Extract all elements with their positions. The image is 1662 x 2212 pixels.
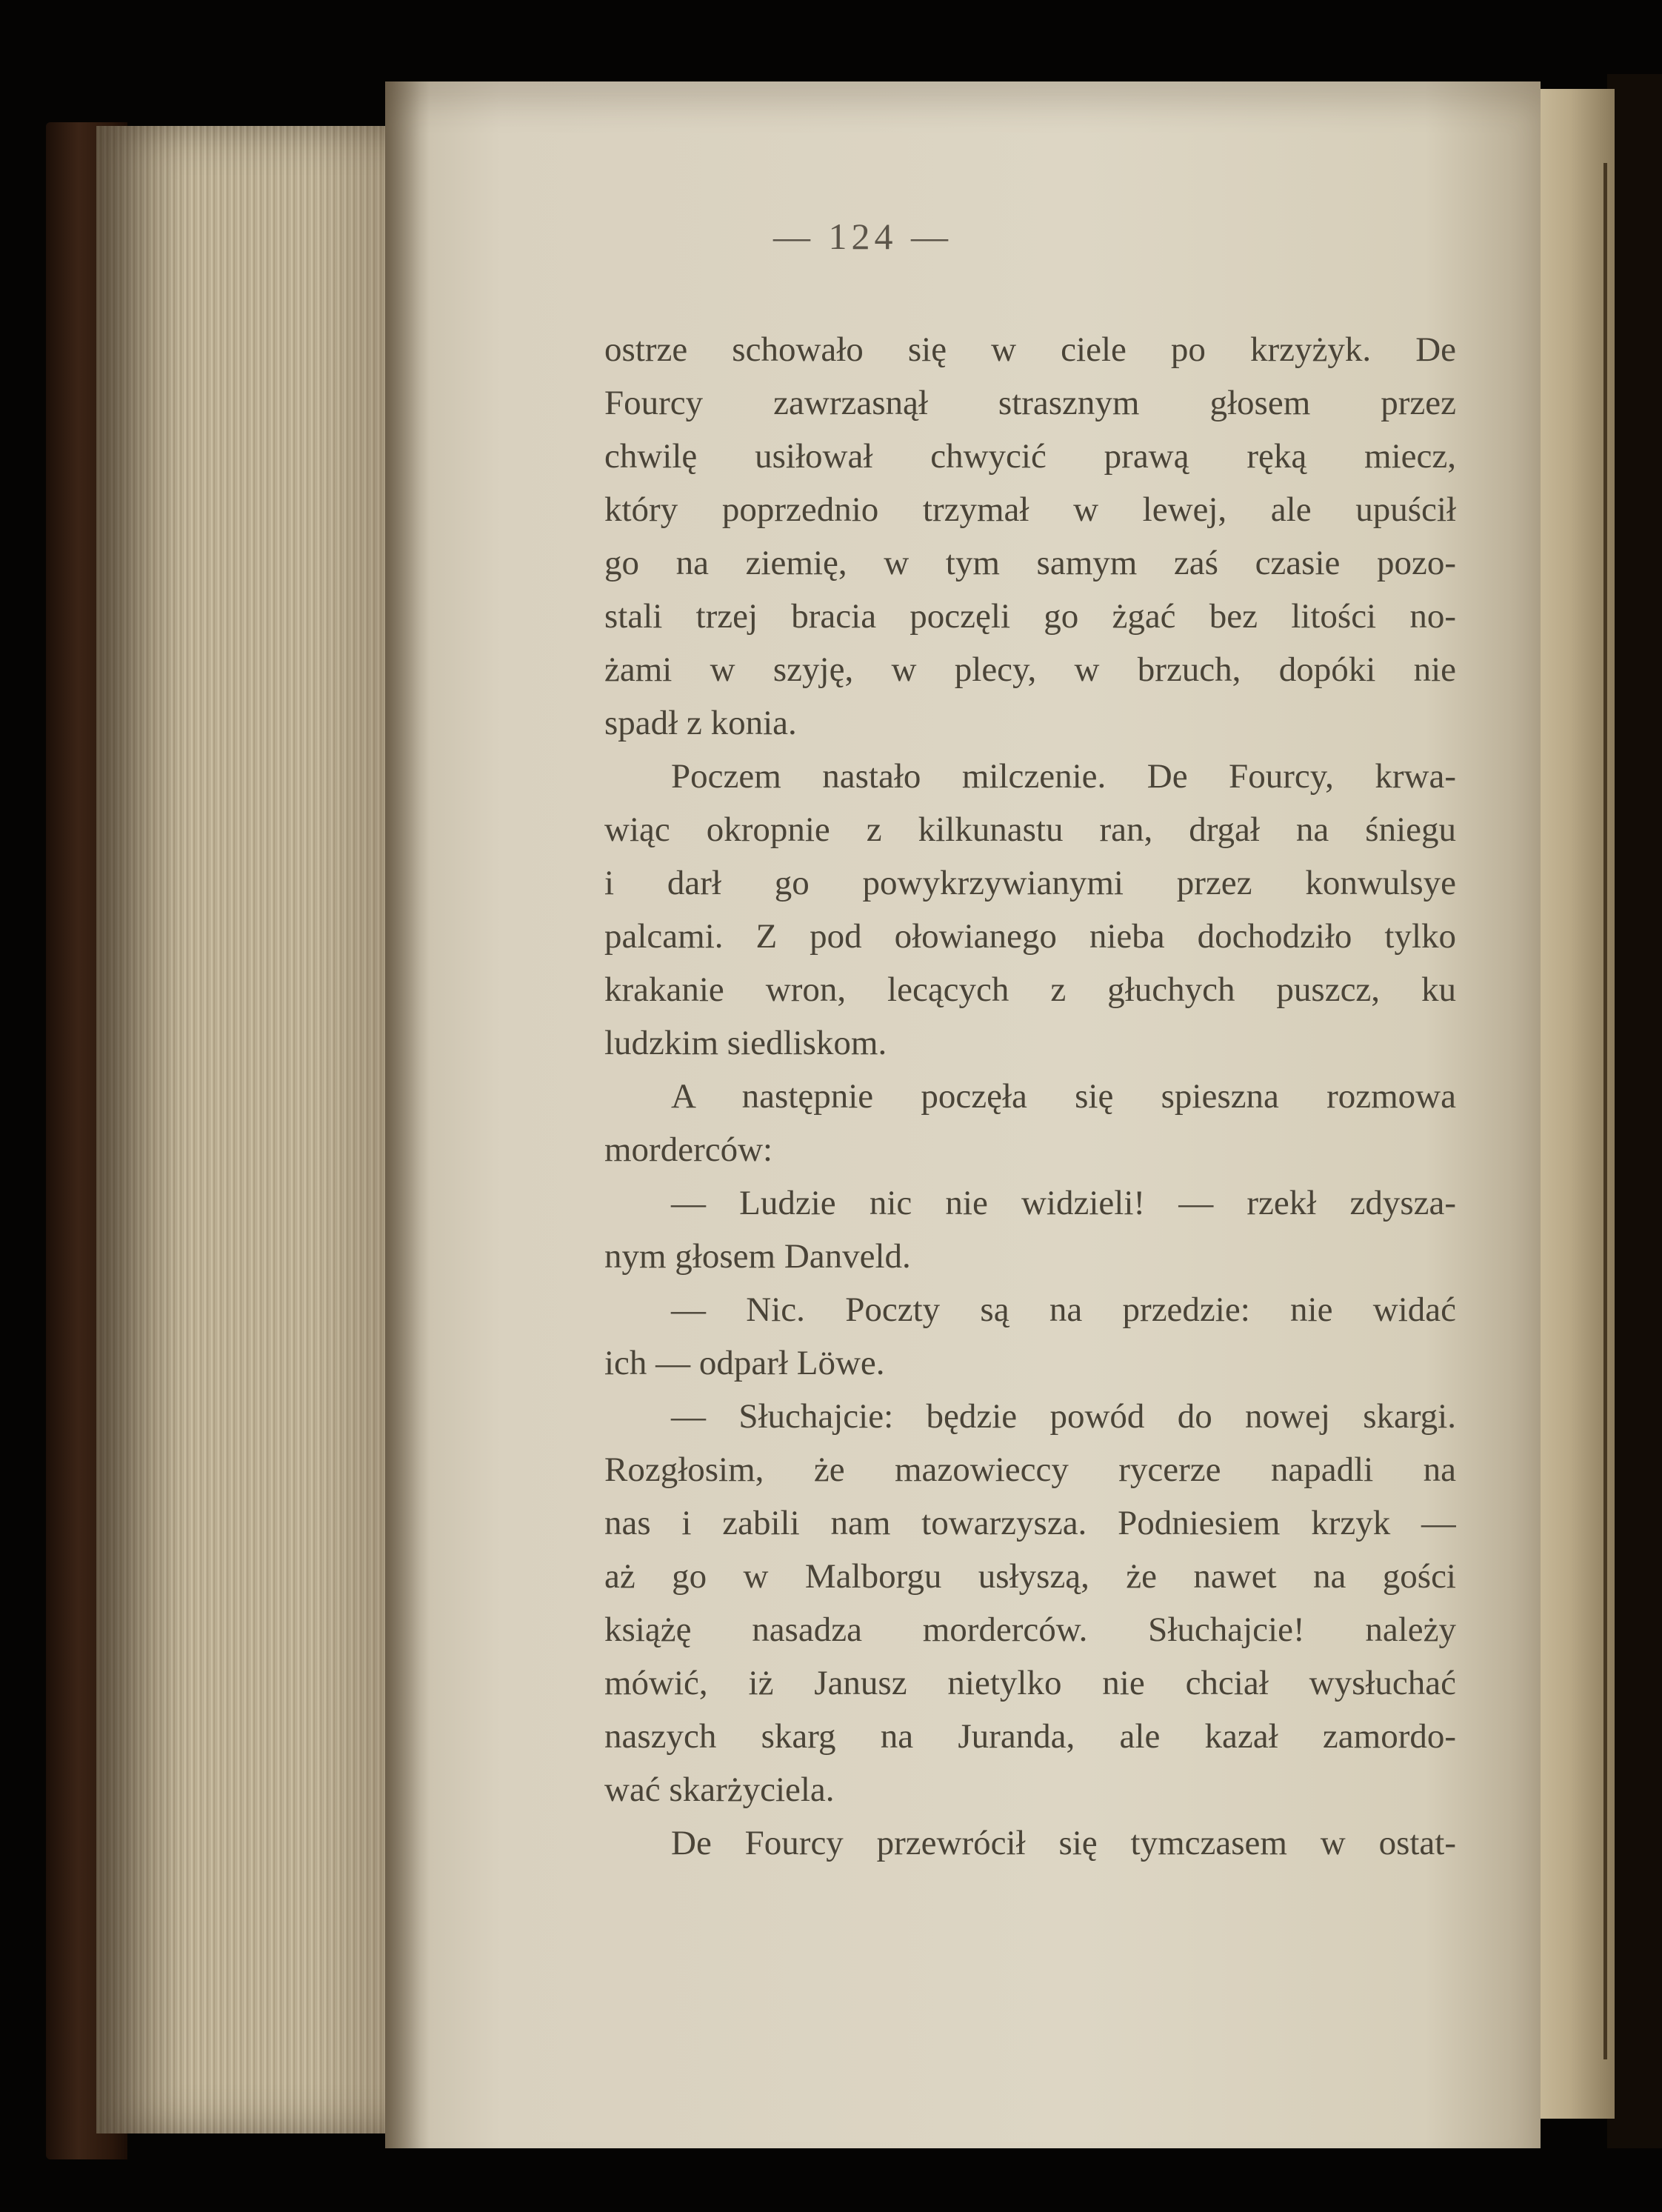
left-page-stack xyxy=(96,126,407,2133)
text-line: wać skarżyciela. xyxy=(604,1770,835,1809)
text-line: nas i zabili nam towarzysza. Podniesiem krzyk — xyxy=(604,1504,1456,1542)
page-text xyxy=(604,323,1456,1870)
text-line: De Fourcy przewrócił się tymczasem w ostat- xyxy=(671,1824,1456,1862)
text-line: — Ludzie nic nie widzieli! — rzekł zdysza- xyxy=(671,1184,1456,1222)
right-background xyxy=(1607,74,1662,2148)
text-line: — Słuchajcie: będzie powód do nowej skargi. xyxy=(671,1397,1456,1436)
text-line: Poczem nastało milczenie. De Fourcy, krwa- xyxy=(671,757,1456,796)
text-line: stali trzej bracia poczęli go żgać bez litości no- xyxy=(604,597,1456,636)
text-line: ostrze schowało się w ciele po krzyżyk. De xyxy=(604,330,1456,369)
text-line: nym głosem Danveld. xyxy=(604,1237,911,1276)
text-line: chwilę usiłował chwycić prawą ręką miecz, xyxy=(604,437,1456,476)
text-line: który poprzednio trzymał w lewej, ale upuścił xyxy=(604,490,1456,529)
text-line: wiąc okropnie z kilkunastu ran, drgał na śniegu xyxy=(604,810,1456,849)
text-line: książę nasadza morderców. Słuchajcie! należy xyxy=(604,1610,1456,1649)
text-line: i darł go powykrzywianymi przez konwulsye xyxy=(604,864,1456,902)
text-line: Rozgłosim, że mazowieccy rycerze napadli na xyxy=(604,1450,1456,1489)
text-line: ich — odparł Löwe. xyxy=(604,1344,885,1382)
text-line: mówić, iż Janusz nietylko nie chciał wysłuchać xyxy=(604,1664,1456,1702)
text-line: go na ziemię, w tym samym zaś czasie pozo- xyxy=(604,544,1456,582)
text-line: ludzkim siedliskom. xyxy=(604,1024,887,1062)
page-number: — 124 — xyxy=(773,216,952,257)
text-line: A następnie poczęła się spieszna rozmowa xyxy=(671,1077,1456,1116)
text-line: naszych skarg na Juranda, ale kazał zamordo- xyxy=(604,1717,1456,1756)
text-line: aż go w Malborgu usłyszą, że nawet na gości xyxy=(604,1557,1456,1596)
text-line: krakanie wron, lecących z głuchych puszcz, ku xyxy=(604,970,1456,1009)
text-line: morderców: xyxy=(604,1130,773,1169)
text-line: Fourcy zawrzasnął strasznym głosem przez xyxy=(604,384,1456,422)
text-line: palcami. Z pod ołowianego nieba dochodziło tylko xyxy=(604,917,1456,956)
text-line: — Nic. Poczty są na przedzie: nie widać xyxy=(671,1290,1456,1329)
text-line: żami w szyję, w plecy, w brzuch, dopóki nie xyxy=(604,650,1456,689)
text-line: spadł z konia. xyxy=(604,704,797,742)
